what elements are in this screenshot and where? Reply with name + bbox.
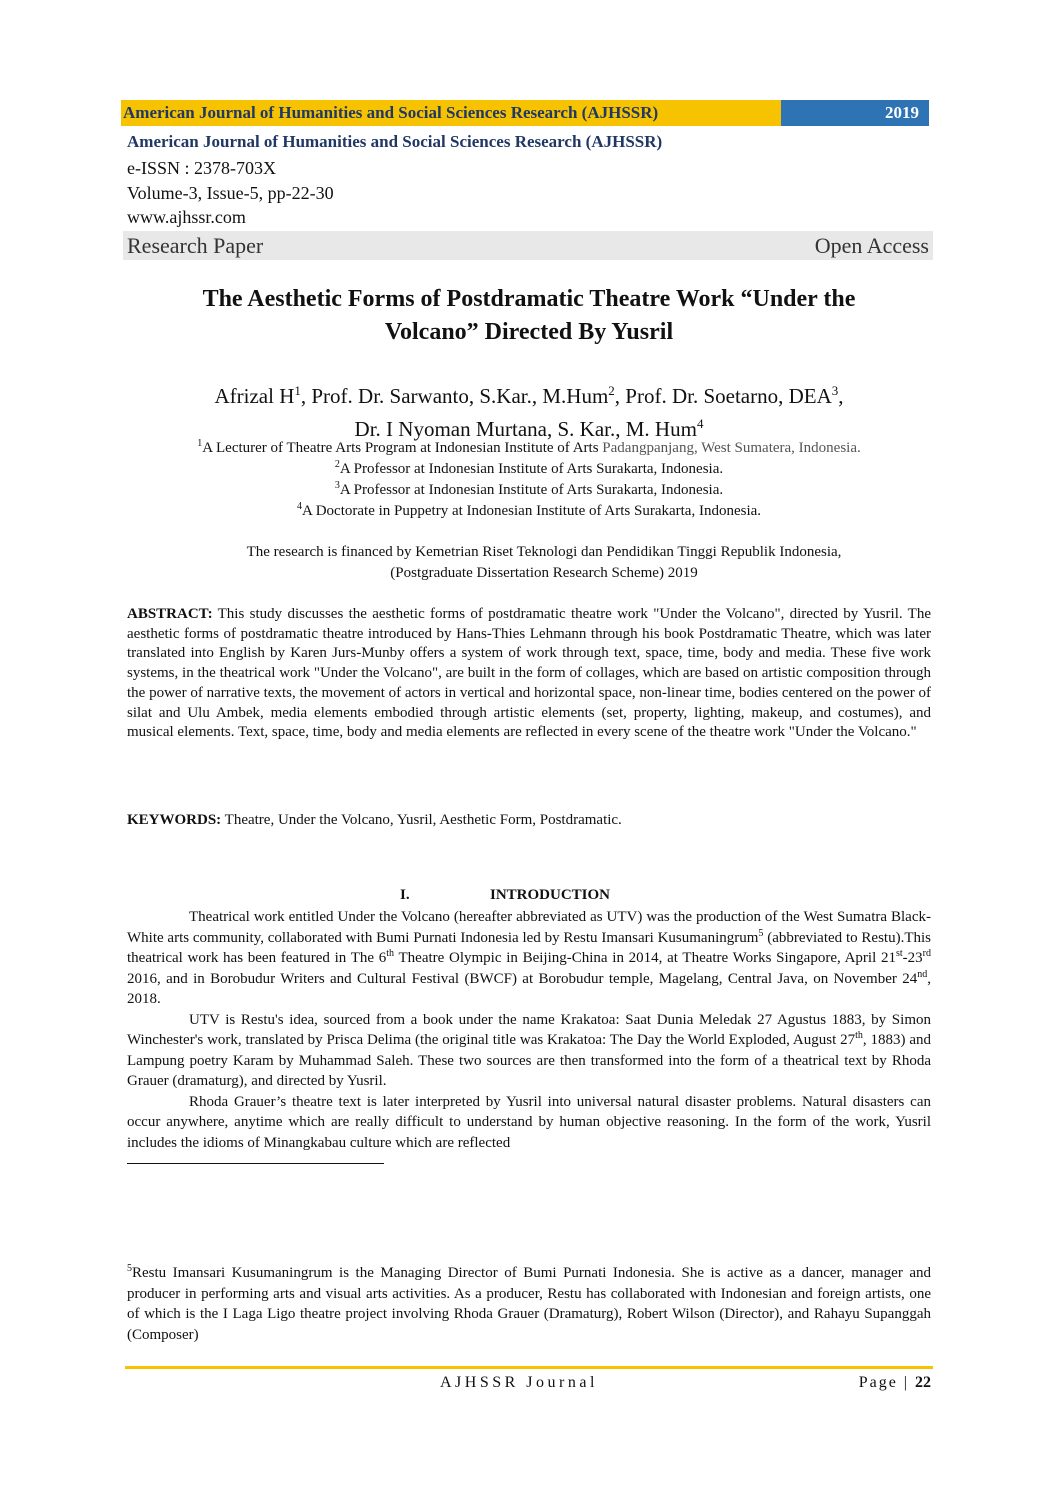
p1-text-3: Theatre Olympic in Beijing-China in 2014, at Theatre Works Singapore, April 21 — [394, 950, 896, 966]
author-1: Afrizal H — [214, 384, 295, 408]
affiliation-4-text: A Doctorate in Puppetry at Indonesian Institute of Arts Surakarta, Indonesia. — [301, 503, 762, 519]
p1-sup-3: st — [895, 948, 903, 959]
abstract — [127, 605, 931, 743]
footer-page — [859, 1374, 931, 1392]
footer-page-label: Page | — [858, 1374, 915, 1391]
footer-divider — [125, 1366, 933, 1369]
affiliation-2-sup: 2 — [334, 459, 340, 470]
footnote-5-text: Restu Imansari Kusumaningrum is the Managing Director of Bumi Purnati Indonesia. She is active as a dancer, manager and producer in performing arts and visual arts activities. As a producer, Restu has collaborated with Indonesian and foreign artists, one of which is the I Laga Ligo theatre project involving Rhoda Grauer (Dramaturg), Robert Wilson (Director), and Rahayu Supanggah (Composer) — [127, 1265, 931, 1343]
affiliation-1 — [127, 438, 931, 457]
abstract-text: This study discusses the aesthetic forms of postdramatic theatre work "Under the Volcano", directed by Yusril. The aesthetic forms of postdramatic theatre introduced by Hans-Thies Lehmann through his book Postdramatic Theatre, which was later translated into English by Karen Jurs-Munby offers a system of work through text, space, time, body and media. These five work systems, in the theatrical work "Under the Volcano", are built in the form of collages, which are based on artistic composition through the power of narrative texts, the movement of actors in vertical and horizontal space, non-linear time, bodies centered on the power of silat and Ulu Ambek, media elements embodied through artistic elements (set, property, lighting, makeup, and costumes), and musical elements. Text, space, time, body and media elements are reflected in every scene of the theatre work "Under the Volcano." — [127, 606, 931, 741]
section-number: I. — [400, 887, 410, 903]
p1-text-1: Theatrical work entitled Under the Volcano (hereafter abbreviated as UTV) was the production of the West Sumatra Black-White arts community, collaborated with Bumi Purnati Indonesia led by Restu Imansari Kusumaningrum — [127, 909, 931, 946]
section-title: INTRODUCTION — [490, 887, 611, 903]
p1-sup-4: rd — [922, 948, 931, 959]
paragraph-1 — [127, 907, 931, 1010]
author-3-tail: , — [838, 384, 844, 408]
funding-note — [127, 542, 931, 584]
paper-type: Research Paper — [127, 232, 264, 258]
author-2-sup: 2 — [608, 383, 615, 398]
affiliation-2-text: A Professor at Indonesian Institute of Arts Surakarta, Indonesia. — [339, 461, 724, 477]
affiliation-4-sup: 4 — [296, 501, 302, 512]
affiliation-3 — [127, 480, 931, 499]
keywords-text: Theatre, Under the Volcano, Yusril, Aesthetic Form, Postdramatic. — [221, 812, 622, 828]
p2-sup-1: th — [855, 1030, 863, 1041]
p1-text-2: (abbreviated to Restu).This theatrical work has been featured in The 6 — [127, 929, 931, 966]
p1-text-4: -23 — [902, 950, 923, 966]
footer-page-number: 22 — [915, 1374, 931, 1391]
keywords-label: KEYWORDS: — [127, 812, 222, 828]
keywords — [127, 812, 931, 829]
footnote-ref-5[interactable]: 5 — [758, 927, 764, 939]
footnote-5-marker: 5 — [127, 1263, 132, 1274]
journal-title: American Journal of Humanities and Social Sciences Research (AJHSSR) — [127, 132, 663, 151]
p1-sup-2: th — [386, 948, 395, 959]
paragraph-3: Rhoda Grauer’s theatre text is later interpreted by Yusril into universal natural disaster problems. Natural disasters can occur anywhere, anytime which are really difficult to understand by human objective reasoning. In the form of the work, Yusril includes the idioms of Minangkabau culture which are reflected — [127, 1093, 931, 1151]
funding-line1: The research is financed by Kemetrian Riset Teknologi dan Pendidikan Tinggi Republik Indonesia, — [246, 544, 842, 560]
paper-title-line2: Volcano” Directed By Yusril — [384, 319, 674, 345]
footnote-5 — [127, 1263, 931, 1345]
p1-text-5: 2016, and in Borobudur Writers and Cultural Festival (BWCF) at Borobudur temple, Magelang, Central Java, on November 24 — [127, 970, 918, 987]
issn: e-ISSN : 2378-703X — [127, 158, 276, 178]
funding-line2: (Postgraduate Dissertation Research Scheme) 2019 — [390, 565, 698, 581]
p1-sup-5: nd — [917, 968, 928, 980]
footer-journal: AJHSSR Journal — [440, 1374, 598, 1391]
author-2: , Prof. Dr. Sarwanto, S.Kar., M.Hum — [300, 384, 609, 408]
affiliation-1-main: A Lecturer of Theatre Arts Program at Indonesian Institute of Arts — [202, 440, 603, 456]
paper-title — [127, 283, 931, 349]
author-line1 — [127, 377, 931, 410]
author-4-sup: 4 — [696, 416, 704, 431]
volume-issue: Volume-3, Issue-5, pp-22-30 — [127, 183, 334, 203]
author-3: , Prof. Dr. Soetarno, DEA — [614, 384, 832, 408]
author-1-sup: 1 — [294, 383, 301, 398]
journal-banner — [121, 100, 929, 126]
affiliation-2 — [127, 459, 931, 478]
affiliation-4 — [127, 501, 931, 520]
paragraph-2 — [127, 1010, 931, 1092]
p2-text-1: UTV is Restu's idea, sourced from a book under the name Krakatoa: Saat Dunia Meledak 27 Agustus 1883, by Simon Winchester's work, translated by Prisca Delima (the original title was Krakatoa: The Day the World Exploded, August 27 — [127, 1011, 931, 1048]
access-type: Open Access — [814, 232, 929, 258]
affiliation-3-text: A Professor at Indonesian Institute of Arts Surakarta, Indonesia. — [339, 482, 724, 498]
journal-banner-title: American Journal of Humanities and Social Sciences Research (AJHSSR) — [121, 100, 781, 126]
affiliation-3-sup: 3 — [334, 480, 340, 491]
footnote-divider — [127, 1163, 384, 1164]
p2-text-2: , 1883) and Lampung poetry Karam by Muhammad Saleh. These two sources are then transformed into the form of a theatrical text by Rhoda Grauer (dramaturg), and directed by Yusril. — [127, 1032, 931, 1089]
affiliation-1-location: Padangpanjang, West Sumatera, Indonesia. — [602, 440, 861, 456]
author-3-sup: 3 — [831, 383, 839, 398]
body-text — [127, 907, 931, 1153]
author-list — [127, 377, 931, 443]
abstract-label: ABSTRACT: — [127, 606, 213, 622]
affiliation-1-sup: 1 — [197, 438, 203, 449]
p1-text-6: , 2018. — [127, 970, 931, 1007]
journal-banner-year: 2019 — [781, 100, 929, 126]
paper-title-line1: The Aesthetic Forms of Postdramatic Theatre Work “Under the — [202, 286, 856, 312]
author-4: Dr. I Nyoman Murtana, S. Kar., M. Hum — [354, 417, 697, 441]
website: www.ajhssr.com — [127, 207, 246, 227]
paper-type-bar — [123, 231, 933, 260]
